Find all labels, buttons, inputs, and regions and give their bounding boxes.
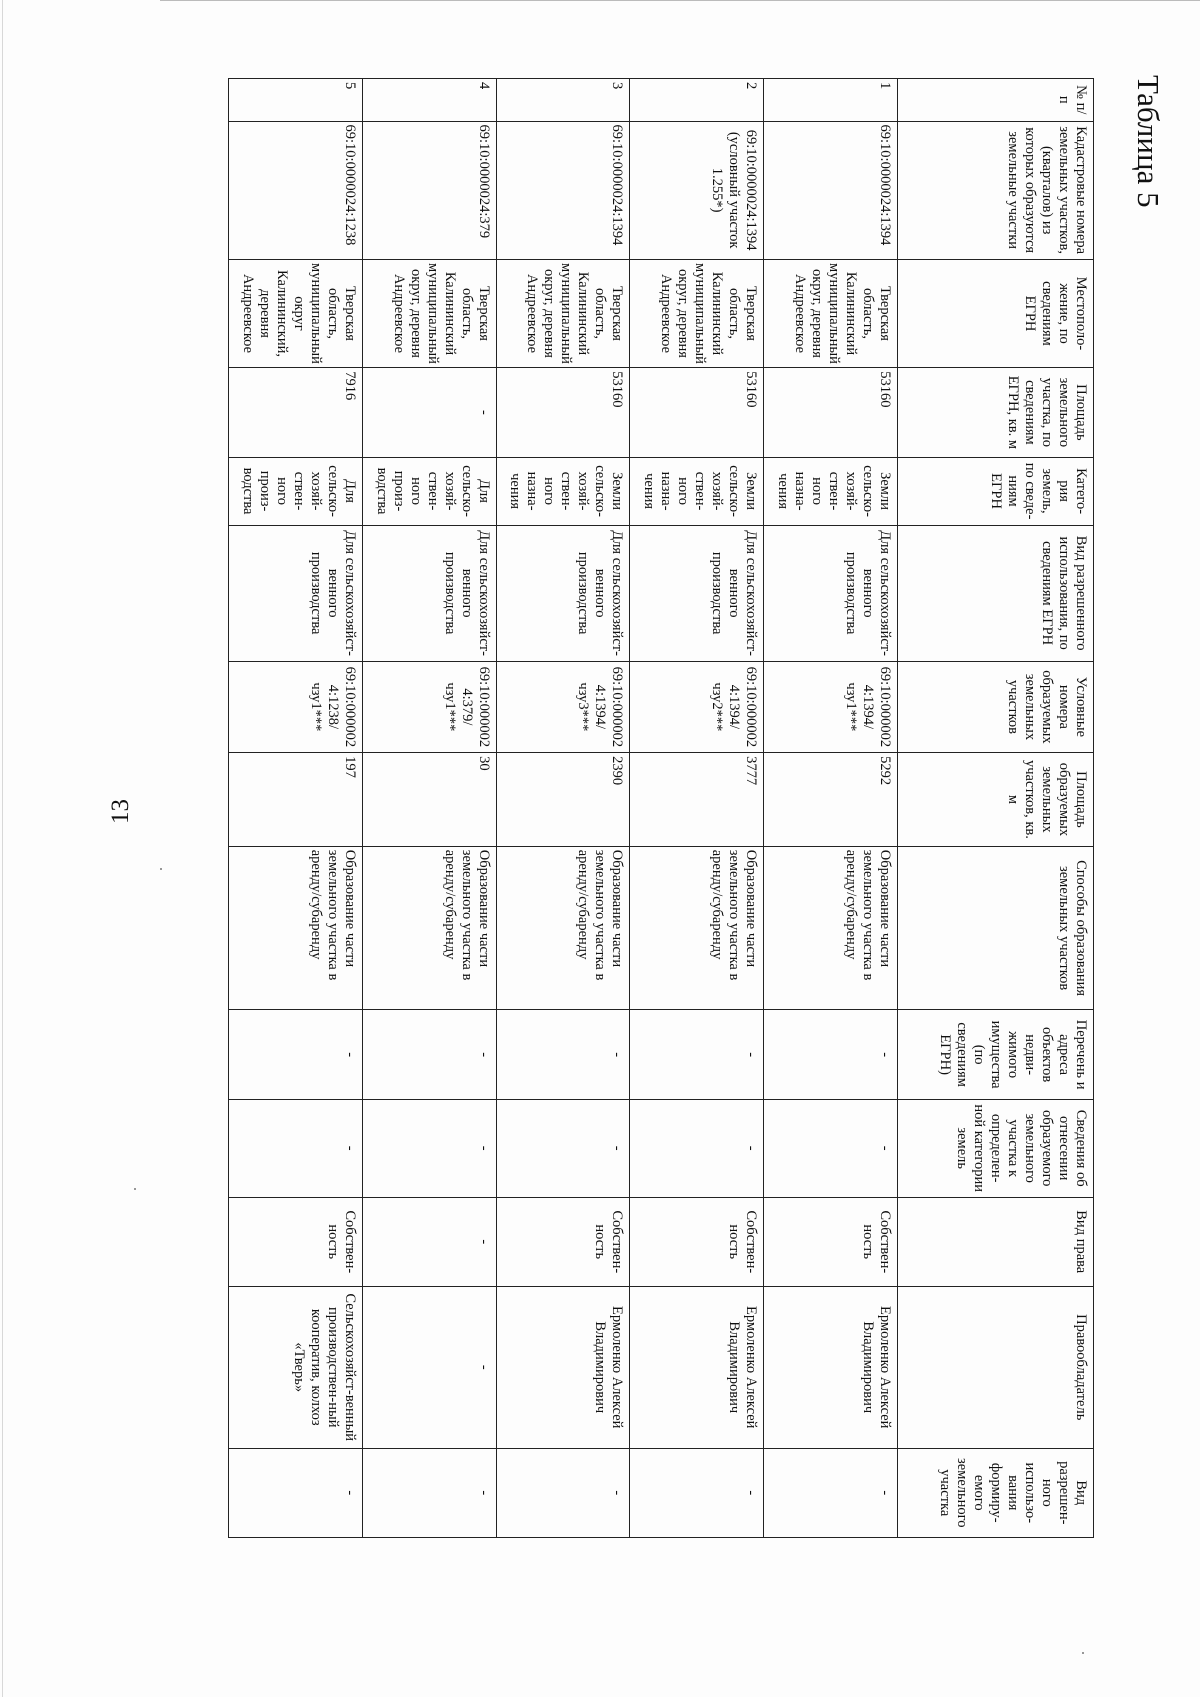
cell-category: Для сельско-хозяй-ствен-ного произ-водства	[229, 457, 363, 525]
header-cell-cadastral: Кадастровые номера земельных участков, (кварталов) из которых образуются земельные участки	[898, 121, 1094, 259]
cell-objects: -	[764, 1010, 898, 1099]
cell-holder: Ермоленко Алексей Владимирович	[764, 1286, 898, 1448]
cell-cond-num: 69:10:0000024:1394/чзу2***	[630, 661, 764, 752]
cell-location: Тверская область, Калининский муниципальный округ, деревня Андреевское	[362, 259, 496, 367]
cell-use: Для сельскохозяйст-венного производства	[764, 525, 898, 661]
rotated-table-container	[228, 78, 1094, 1538]
cell-holder: Ермоленко Алексей Владимирович	[496, 1286, 630, 1448]
cell-holder: -	[362, 1286, 496, 1448]
cell-use: Для сельскохозяйст-венного производства	[229, 525, 363, 661]
cell-cond-num: 69:10:0000024:1238/чзу1***	[229, 661, 363, 752]
cell-holder: Ермоленко Алексей Владимирович	[630, 1286, 764, 1448]
cell-category-info: -	[362, 1099, 496, 1197]
header-cell-objects: Перечень и адреса объектов недви-жимого имущества (по сведениям ЕГРН)	[898, 1010, 1094, 1099]
cell-use: Для сельскохозяйст-венного производства	[630, 525, 764, 661]
cell-area-egrn: -	[362, 368, 496, 457]
cell-use: Для сельскохозяйст-венного производства	[362, 525, 496, 661]
cell-num: 4	[362, 79, 496, 122]
cell-cadastral: 69:10:0000024:379	[362, 121, 496, 259]
cell-new-use: -	[496, 1448, 630, 1537]
cell-right: Собствен-ность	[630, 1197, 764, 1286]
scan-speck	[1082, 1652, 1084, 1654]
cell-location: Тверская область, Калининский муниципальный округ, деревня Андреевское	[630, 259, 764, 367]
cell-category: Для сельско-хозяй-ствен-ного произ-водства	[362, 457, 496, 525]
cell-method: Образование части земельного участка в аренду/субаренду	[764, 846, 898, 1010]
cell-objects: -	[630, 1010, 764, 1099]
cell-method: Образование части земельного участка в аренду/субаренду	[630, 846, 764, 1010]
cell-right: Собствен-ность	[229, 1197, 363, 1286]
cell-holder: Сельскохозяйст-венный производствен-ный кооператив, колхоз «Тверь»	[229, 1286, 363, 1448]
table-row	[362, 79, 496, 1538]
cell-category: Земли сельско-хозяй-ствен-ного назна-чения	[764, 457, 898, 525]
cell-right: Собствен-ность	[764, 1197, 898, 1286]
cell-num: 3	[496, 79, 630, 122]
cell-objects: -	[496, 1010, 630, 1099]
header-cell-category: Катего-рия земель, по сведе-ниям ЕГРН	[898, 457, 1094, 525]
cell-cond-num: 69:10:0000024:379/чзу1***	[362, 661, 496, 752]
cell-right: Собствен-ность	[496, 1197, 630, 1286]
cell-category-info: -	[229, 1099, 363, 1197]
header-cell-num: № п/п	[898, 79, 1094, 122]
cell-category: Земли сельско-хозяй-ствен-ного назна-чения	[496, 457, 630, 525]
table-header-row	[898, 79, 1094, 1538]
cell-category-info: -	[496, 1099, 630, 1197]
header-cell-method: Способы образования земельных участков	[898, 846, 1094, 1010]
cell-area-egrn: 53160	[496, 368, 630, 457]
cell-method: Образование части земельного участка в аренду/субаренду	[496, 846, 630, 1010]
cell-use: Для сельскохозяйст-венного производства	[496, 525, 630, 661]
cell-area-egrn: 53160	[630, 368, 764, 457]
cell-new-area: 2390	[496, 753, 630, 847]
cell-new-area: 5292	[764, 753, 898, 847]
cell-new-use: -	[764, 1448, 898, 1537]
cell-new-area: 30	[362, 753, 496, 847]
cell-num: 1	[764, 79, 898, 122]
header-cell-new-area: Площадь образуемых земельных участков, кв. м	[898, 753, 1094, 847]
cell-category: Земли сельско-хозяй-ствен-ного назна-чения	[630, 457, 764, 525]
cell-cadastral: 69:10:0000024:1394	[496, 121, 630, 259]
cell-cadastral: 69:10:0000024:1394	[764, 121, 898, 259]
header-cell-new-use: Вид разрешен-ного использо-вания формиру-емого земельного участка	[898, 1448, 1094, 1537]
cell-objects: -	[229, 1010, 363, 1099]
table-row	[229, 79, 363, 1538]
cell-category-info: -	[630, 1099, 764, 1197]
header-cell-holder: Правообладатель	[898, 1286, 1094, 1448]
cell-right: -	[362, 1197, 496, 1286]
header-cell-category-info: Сведения об отнесении образуемого земельного участка к определен-ной категории земель	[898, 1099, 1094, 1197]
cell-method: Образование части земельного участка в аренду/субаренду	[229, 846, 363, 1010]
cell-num: 5	[229, 79, 363, 122]
header-cell-area-egrn: Площадь земельного участка, по сведениям ЕГРН, кв. м	[898, 368, 1094, 457]
cell-location: Тверская область, Калининский муниципальный округ, деревня Андреевское	[496, 259, 630, 367]
cell-objects: -	[362, 1010, 496, 1099]
cell-method: Образование части земельного участка в аренду/субаренду	[362, 846, 496, 1010]
cell-cond-num: 69:10:0000024:1394/чзу3***	[496, 661, 630, 752]
land-plots-table	[228, 78, 1094, 1538]
cell-new-use: -	[229, 1448, 363, 1537]
cell-area-egrn: 7916	[229, 368, 363, 457]
table-row	[630, 79, 764, 1538]
cell-new-use: -	[362, 1448, 496, 1537]
header-cell-cond-num: Условные номера образуемых земельных участков	[898, 661, 1094, 752]
table-title: Таблица 5	[1131, 75, 1166, 208]
table-row	[764, 79, 898, 1538]
scan-speck	[160, 868, 162, 870]
table-row	[496, 79, 630, 1538]
cell-num: 2	[630, 79, 764, 122]
cell-cadastral: 69:10:0000024:1394 (условный участок 1.255*)	[630, 121, 764, 259]
page-number: 13	[107, 799, 134, 824]
cell-new-use: -	[630, 1448, 764, 1537]
cell-location: Тверская область, Калининский муниципальный округ, деревня Андреевское	[764, 259, 898, 367]
cell-cadastral: 69:10:0000024:1238	[229, 121, 363, 259]
header-cell-right: Вид права	[898, 1197, 1094, 1286]
cell-new-area: 197	[229, 753, 363, 847]
cell-cond-num: 69:10:0000024:1394/чзу1***	[764, 661, 898, 752]
scan-left-edge	[2, 0, 3, 1697]
cell-category-info: -	[764, 1099, 898, 1197]
scan-top-edge	[160, 0, 1200, 1]
scan-speck	[134, 1188, 136, 1190]
cell-new-area: 3777	[630, 753, 764, 847]
header-cell-location: Местополо-жение, по сведениям ЕГРН	[898, 259, 1094, 367]
cell-area-egrn: 53160	[764, 368, 898, 457]
header-cell-use: Вид разрешенного использования, по сведениям ЕГРН	[898, 525, 1094, 661]
cell-location: Тверская область, муниципальный округ Калининский, деревня Андреевское	[229, 259, 363, 367]
